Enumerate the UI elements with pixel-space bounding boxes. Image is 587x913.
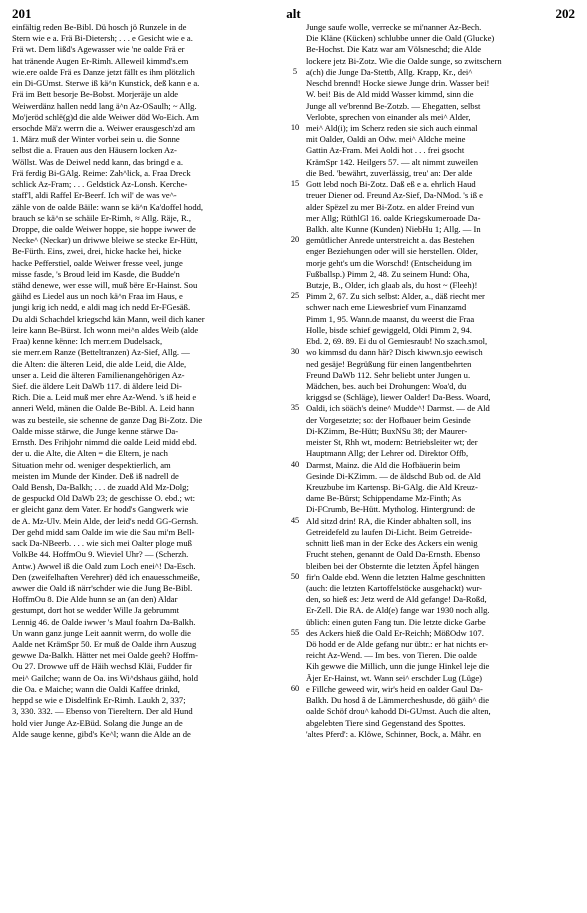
text-line: enger Beziehungen oder will sie herstellen. Older, bbox=[306, 246, 478, 257]
line-number: 20 bbox=[290, 235, 300, 245]
line-number: 5 bbox=[292, 66, 298, 76]
text-line: stähd denewe, wer esse will, muß bëre Er-Hainst. Sou bbox=[12, 280, 198, 291]
text-line: Er-Zell. Die RA. de Ald(e) fange war 1930 noch allg. bbox=[306, 605, 490, 616]
text-line: Di-KZimm, Be-Hütt; BuxNSu 38; der Maurer- bbox=[306, 425, 468, 436]
text-line: oalde Schöf drou^ kahodd Di-GUmst. Auch die alten, bbox=[306, 706, 491, 717]
text-line: üblich: einen guten Fang tun. Die letzte dicke Garbe bbox=[306, 616, 486, 627]
text-line: Oaldi, ich söäch's deine^ Mudde^! Darmst. — de Ald bbox=[306, 403, 490, 414]
text-line: (auch: die letzten Kartoffelstöcke ausgehackt) wur- bbox=[306, 582, 482, 593]
text-line: Antw.) Awwel iß die Oald zum Loch enei^! Da-Esch. bbox=[12, 560, 196, 571]
text-line: Kreuzbube im Kartensp. Bi-GAlg. die Ald Kreuz- bbox=[306, 481, 478, 492]
text-line: KrämSpr 142. Heilgers 57. — alt nimmt zuweilen bbox=[306, 156, 479, 167]
text-line: die Alten: die älteren Leid, die alde Leid, die Alde, bbox=[12, 358, 187, 369]
text-line: Neschd brennd! Hocke siewe Junge drin. Wasser bei! bbox=[306, 78, 490, 89]
text-line: Kih gewwe die Millich, unn die junge Hinkel leje die bbox=[306, 661, 490, 672]
text-line: Droppe, die oalde Weiwer hoppe, sie hoppe iwwer de bbox=[12, 223, 196, 234]
text-line: Wöllst. Was de Deiwel nedd kann, das bringd e a. bbox=[12, 156, 183, 167]
text-line: 3, 330. 332. — Ebenso von Tiereltern. Der ald Hund bbox=[12, 706, 193, 717]
text-line: treuer Diener od. Freund Az-Sief, Da-NMod. 's iß e bbox=[306, 190, 483, 201]
text-line: Fußballsp.) Pimm 2, 48. Zu seinem Hund: Oha, bbox=[306, 268, 470, 279]
text-line: schlick Az-Fram; . . . Geldstick Az-Lonsh. Kerche- bbox=[12, 179, 188, 190]
text-line: Ou 27. Drowwe uff de Häih wechsd Kläi, Fudder fir bbox=[12, 661, 193, 672]
text-line: Die Kläne (Kücken) schlubbe unner die Oald (Glucke) bbox=[306, 33, 495, 44]
left-column bbox=[12, 22, 284, 910]
text-line: Rich. Die a. Leid muß mer ehre Az-Wend. 's iß heid e bbox=[12, 392, 197, 403]
text-line: dame Be-Bürst; Schippendame Mz-Finth; As bbox=[306, 493, 462, 504]
text-line: Frä wt. Dem lißd's Agewasser wie 'ne oalde Frä er bbox=[12, 44, 185, 55]
text-line: Balkh. alte Kunne (Kunden) NiebHu 1; Allg. — In bbox=[306, 223, 481, 234]
text-line: Verlobte, sprechen von einander als mei^ Alder, bbox=[306, 111, 471, 122]
text-line: 'altes Pferd': a. Klöwe, Schinner, Bock, a. Mähr. en bbox=[306, 728, 482, 739]
text-line: mei^ Gailche; wann de Oa. ins Wi^dshaus gäihd, hold bbox=[12, 672, 199, 683]
text-line: gewwe Da-Balkh. Hätter net mei Oalde geeh? Hoffm- bbox=[12, 650, 198, 661]
text-line: meisten im Munde der Kinder. Deß iß nadrell de bbox=[12, 470, 179, 481]
text-line: Necke^ (Neckar) un driwwe bleiwe se stecke Er-Hütt, bbox=[12, 235, 198, 246]
text-line: heppd se wie e Disdelfink Er-Rimh. Laukh 2, 337; bbox=[12, 695, 186, 706]
text-line: Lennig 46. de Oalde iwwer 's Maul foahrn Da-Balkh. bbox=[12, 616, 196, 627]
text-line: des Ackers hieß die Oald Er-Reichh; MößOdw 107. bbox=[306, 627, 484, 638]
text-line: mei^ Ald(i); im Scherz reden sie sich auch einmal bbox=[306, 122, 478, 133]
text-line: Un wann ganz junge Leit aannit werrn, do wolle die bbox=[12, 627, 191, 638]
text-line: Äjer Er-Hainst, wt. Wann sei^ erschder Lug (Lüge) bbox=[306, 672, 483, 683]
text-line: staff'l, aldi Raffel Er-Beerf. Ich wil' de was ve^- bbox=[12, 190, 177, 201]
text-line: a(ch) die Junge Da-Stettb, Allg. Krapp, Kr., dei^ bbox=[306, 66, 473, 77]
page-number-right: 202 bbox=[555, 6, 575, 21]
text-line: morje geht's um die Worschd! (Entscheidung im bbox=[306, 257, 472, 268]
text-line: hat tränende Augen Er-Rimh. Alleweil kimmd's.em bbox=[12, 55, 189, 66]
text-line: Aalde net KrämSpr 50. Er muß de Oalde ihrn Auszug bbox=[12, 639, 197, 650]
text-line: Pimm 1, 95. Wann.de maanst, du weerst die Fraa bbox=[306, 313, 475, 324]
text-line: sack Da-NBeerb. . . . wie sich mei Oalter ploge muß bbox=[12, 538, 192, 549]
text-line: de A. Mz-Ulv. Mein Alde, der leid's nedd GG-Gernsh. bbox=[12, 515, 199, 526]
line-number: 50 bbox=[290, 571, 300, 581]
text-line: VolkBe 44. HoffmOu 9. Wieviel Uhr? — (Scherzh. bbox=[12, 549, 189, 560]
text-line: ned gesäje! Begrüßung für einen langentbehrten bbox=[306, 358, 472, 369]
text-line: Be-Fürth. Eins, zwei, drei, hicke hacke hei, hicke bbox=[12, 246, 182, 257]
text-line: Alde sauge kenne, gibd's Ke^l; wann die Alde an de bbox=[12, 728, 191, 739]
line-number: 45 bbox=[290, 515, 300, 525]
text-line: Dö hodd er de Alde gefang nur übtr.: er hat nichts er- bbox=[306, 639, 489, 650]
text-line: mer Allg; RüthlGl 16. oalde Kriegskumeroade Da- bbox=[306, 212, 481, 223]
text-line: ersochde Mä'z werrn die a. Weiwer erausgesch'zd am bbox=[12, 122, 196, 133]
text-line: Hauptmann Allg; der Lehrer od. Direktor Offb, bbox=[306, 448, 469, 459]
text-line: hold vier Junge Az-EBüd. Solang die Junge an de bbox=[12, 717, 183, 728]
right-column bbox=[306, 22, 578, 910]
line-number: 35 bbox=[290, 403, 300, 413]
text-line: Oald Bensh, Da-Balkh; . . . de zuadd Ald Mz-Dolg; bbox=[12, 481, 189, 492]
text-line: 1. März muß der Winter vorbei sein u. die Sonne bbox=[12, 134, 180, 145]
text-line: lockere jetz Bi-Zotz. Wie die Oalde sunge, so zwitschern bbox=[306, 55, 502, 66]
text-line: Sief. die äldere Leit DaWb 117. di äldere leid Di- bbox=[12, 381, 182, 391]
text-line: Darmst, Mainz. die Ald die Hofbäuerin beim bbox=[306, 459, 461, 470]
text-line: meister St, Rhh wt, modern: Betriebsleiter wt; der bbox=[306, 437, 478, 448]
text-line: Ernsth. Des Frihjohr nimmd die oalde Leid midd ebd. bbox=[12, 437, 197, 448]
text-line: was zu besteile, sie schenne de ganze Dag Bi-Zotz. Die bbox=[12, 414, 203, 425]
text-line: wie.ere oalde Frä es Danze jetzt fällt es ihm plötzlich bbox=[12, 66, 195, 77]
text-line: schwer nach eme Liewesbrief vum Finanzamd bbox=[306, 302, 467, 313]
line-number: 60 bbox=[290, 683, 300, 693]
text-line: Situation mehr od. weniger despektierlich, am bbox=[12, 459, 171, 470]
text-line: e Fillche geweed wir, wir's heid en oalder Gaul Da- bbox=[306, 683, 483, 694]
text-line: der u. die Alte, die Alten = die Eltern, je nach bbox=[12, 448, 168, 459]
text-line: Mädchen, bes. auch bei Drohungen: Woa'd, du bbox=[306, 381, 467, 391]
text-line: der Vorgesetzte; so: der Hofbauer beim Gesinde bbox=[306, 414, 471, 425]
text-line: fir'n Oalde ebd. Wenn die letzten Halme geschnitten bbox=[306, 571, 486, 582]
text-line: Gesinde Di-KZimm. — de äldschd Bub od. de Ald bbox=[306, 470, 481, 481]
text-line: er gleicht ganz dem Vater. Er hodd's Gangwerk wie bbox=[12, 504, 189, 515]
text-line: jungi krig ich nedd, e aldi mag ich nedd Er-FGesäß. bbox=[12, 302, 191, 313]
text-line: de gespuckd Old DaWb 23; de geschisse O. ebd.; wt: bbox=[12, 493, 196, 504]
text-line: Gattin Az-Fram. Mei Aoldi hot . . . frei gsocht bbox=[306, 145, 465, 156]
text-line: gestumpt, dort hot se wedder Wille Ja gebrummt bbox=[12, 605, 180, 616]
text-line: schnitt ließ man in der Ecke des Ackers ein wenig bbox=[306, 538, 478, 549]
text-line: gemütlicher Anrede unterstreicht a. das Bestehen bbox=[306, 235, 475, 246]
text-line: reicht Az-Wend. — Im bes. von Tieren. Die oalde bbox=[306, 650, 477, 661]
text-line: Freund DaWb 112. Sehr beliebt unter Jungen u. bbox=[306, 369, 471, 380]
line-number: 40 bbox=[290, 459, 300, 469]
text-line: Mo'jeröd schlë(g)d die alde Weiwer död Wo-Eich. Am bbox=[12, 111, 199, 122]
text-line: leire kann Be-Bürst. Ich wonn mei^n aldes Weib (alde bbox=[12, 324, 199, 335]
text-line: Gott lebd noch Bi-Zotz. Daß eß e a. ehrlich Haud bbox=[306, 179, 476, 190]
text-line: Der gehd midd sam Oalde im wie die Sau mi'm Bell- bbox=[12, 526, 195, 537]
text-line: Fraa) kenne kënne: Ich merr.em Dudelsack, bbox=[12, 336, 163, 347]
text-line: einfältig reden Be-Bibl. Dü hosch jö Runzele in de bbox=[12, 22, 187, 32]
text-line: Oalde misse stärwe, die Junge kenne stärwe Da- bbox=[12, 425, 179, 436]
text-line: misse fasde, 's Broud leid im Kasde, die Budde'n bbox=[12, 268, 180, 279]
text-line: Be-Hochst. Die Katz war am Völsneschd; die Alde bbox=[306, 44, 482, 55]
text-line: awwer die Oald iß närr'schder wie die Jung Be-Bibl. bbox=[12, 582, 193, 593]
line-number: 55 bbox=[290, 627, 300, 637]
text-line: Stern wie e a. Frä Bi-Dietersh; . . . e Gesicht wie e a. bbox=[12, 33, 193, 44]
text-line: HoffmOu 8. Die Alde hunn se an (an den) Aldar bbox=[12, 594, 178, 605]
text-line: selbst die a. Frauen aus den Häusern locken Az- bbox=[12, 145, 177, 156]
text-line: unser a. Leid die älteren Familienangehörigen Az- bbox=[12, 369, 185, 380]
text-line: gäihd es Liedel aus un noch kä^n Fraa im Haus, e bbox=[12, 291, 183, 302]
page-number-left: 201 bbox=[12, 6, 32, 21]
text-line: bleiben bei der Obsternte die letzten Äpfel hängen bbox=[306, 560, 479, 571]
text-line: kriggsd se (Schläge), liewer Oalder! Da-Bess. Woard, bbox=[306, 392, 491, 403]
text-line: alder Spëzel zu mer Bi-Zotz. en alder Freind vun bbox=[306, 201, 475, 212]
text-line: Frä im Bett besorje Be-Bobst. Morjeräje un alde bbox=[12, 89, 179, 100]
text-line: Junge all ve'brennd Be-Zotzb. — Ehegatten, selbst bbox=[306, 100, 481, 111]
text-line: sie merr.em Ranze (Betteltranzen) Az-Sief, Allg. — bbox=[12, 347, 190, 358]
line-numbers bbox=[287, 22, 303, 910]
text-line: anneri Weld, mänen die Oalde Be-Bibl. A. Leid hann bbox=[12, 403, 195, 414]
text-line: wo kimmsd du dann här? Disch kiwwn.sjo eewisch bbox=[306, 347, 483, 358]
text-line: ein Di-GUmst. Sterwe iß kä^n Kunstick, deß kann e a. bbox=[12, 78, 200, 89]
text-line: Frucht stehen, genannt de Oald Da-Ernsth. Ebenso bbox=[306, 549, 481, 560]
line-number: 15 bbox=[290, 179, 300, 189]
text-line: Ebd. 2, 69. 89. Ei du ol Gemiesraub! No szach.smol, bbox=[306, 336, 488, 347]
text-line: brauch se kä^n se schäile Er-Rimh, ≈ Allg. Räje, R., bbox=[12, 212, 191, 223]
text-line: Du aldi Schachdel kriegschd kän Mann, weil dich kaner bbox=[12, 313, 205, 324]
text-line: Den (zweifelhaften Verehrer) dëd ich enauesschmeiße, bbox=[12, 571, 200, 582]
text-line: Getreidefeld zu laufen Di-Licht. Beim Getreide- bbox=[306, 526, 473, 537]
text-line: abgelebten Tiere sind Gegenstand des Spottes. bbox=[306, 717, 466, 728]
text-line: Frä ferdig Bi-GAlg. Reime: Zah^lick, a. Fraa Dreck bbox=[12, 167, 191, 178]
text-line: Junge saufe wolle, verrecke se mi'nanner Az-Bech. bbox=[306, 22, 482, 32]
line-number: 25 bbox=[290, 291, 300, 301]
headword: alt bbox=[286, 6, 301, 21]
line-number: 10 bbox=[290, 122, 300, 132]
text-line: Di-FCrumb, Be-Hütt. Mytholog. Hintergrund: de bbox=[306, 504, 476, 515]
text-line: hacke Pefferstiel, oalde Weiwer fresse veel, junge bbox=[12, 257, 183, 268]
text-line: Pimm 2, 67. Zu sich selbst: Alder, a., däß riecht mer bbox=[306, 291, 485, 302]
text-line: Balkh. Du hosd â de Lämmercheshusde, dö gäih^ die bbox=[306, 695, 490, 706]
text-line: Weiwerdänz hallen nedd lang ä^n Az-OSaulh; ~ Allg. bbox=[12, 100, 197, 111]
text-line: Holle, bisde schief gewiggeld, Oldi Pimm 2, 94. bbox=[306, 324, 472, 335]
text-line: den, so hieß es: Jetz werd de Ald gefange! Da-Roßd, bbox=[306, 594, 487, 605]
text-line: die Bed. 'bewährt, zuverlässig, treu' an: Der alde bbox=[306, 167, 473, 178]
line-number: 30 bbox=[290, 347, 300, 357]
text-line: W. bei! Bis de Ald midd Wasser kimmd, sinn die bbox=[306, 89, 474, 100]
text-line: Butzje, B., Older, ich glaab als, du host ~ (Fleeh)! bbox=[306, 280, 478, 291]
text-line: mit Oalder, Oaldi an Odw. mei^ Aldche meine bbox=[306, 134, 466, 145]
text-line: zähle von de oalde Bäile: wann se kä^n Ka'doffel hodd, bbox=[12, 201, 204, 212]
text-line: Ald sitzd drin! RA, die Kinder abhalten soll, ins bbox=[306, 515, 472, 526]
text-line: die Oa. e Maiche; wann die Oaldi Kaffee drinkd, bbox=[12, 683, 180, 694]
